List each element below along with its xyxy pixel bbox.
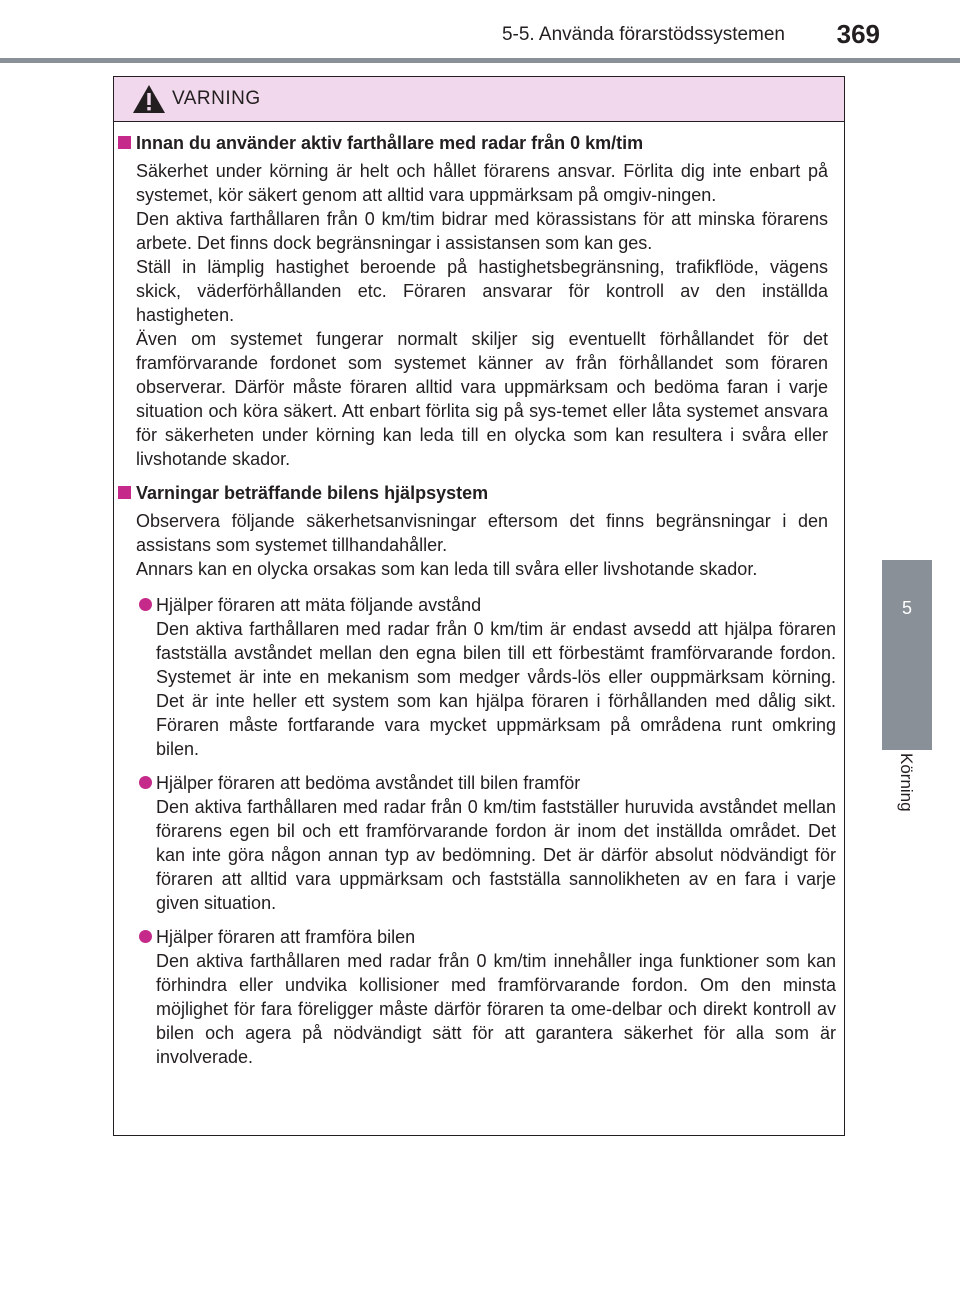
bullet-title: Hjälper föraren att bedöma avståndet till bilen framför	[156, 773, 581, 793]
warning-header	[114, 77, 844, 122]
header-rule	[0, 58, 960, 63]
chapter-side-tab	[882, 560, 932, 812]
bullet-item	[114, 771, 844, 915]
paragraph: Den aktiva farthållaren från 0 km/tim bidrar med körassistans för att minska förarens arbete. Det finns dock begränsningar i assistansen som kan ges.	[136, 209, 828, 253]
warning-section	[114, 481, 844, 1069]
bullet-text: Den aktiva farthållaren med radar från 0 km/tim är endast avsedd att hjälpa föraren fastställa avståndet mellan den egna bilen till ett förbestämt framförvarande fordon. Systemet är inte en mekanism som medger vårds-lös eller ouppmärksam körning. Det är inte heller ett system som kan hjälpa föraren i förhållanden med dålig sikt. Föraren måste fortfarande vara mycket uppmärksam på områdena runt omkring bilen.	[156, 619, 836, 759]
circle-bullet-icon	[139, 930, 152, 943]
chapter-number: 5	[901, 598, 912, 618]
section-heading: Innan du använder aktiv farthållare med radar från 0 km/tim	[114, 131, 844, 155]
warning-section	[114, 131, 844, 471]
paragraph: Ställ in lämplig hastighet beroende på hastighetsbegränsning, trafikflöde, vägens skick, väderförhållanden etc. Föraren ansvarar för kontroll av den inställda hastigheten.	[136, 257, 828, 325]
paragraph: Även om systemet fungerar normalt skiljer sig eventuellt förhållandet för det framförvarande fordonet som systemet känner av från förhållandet som föraren observerar. Därför måste föraren alltid vara uppmärksam och bedöma faran i varje situation och köra säkert. Att enbart förlita sig på sys-temet eller låta systemet ansvara för säkerheten under körning kan leda till en olycka som kan resultera i svåra eller livshotande skador.	[136, 329, 828, 469]
bullet-text: Den aktiva farthållaren med radar från 0 km/tim innehåller inga funktioner som kan förhindra eller undvika kollisioner med framförvarande fordon. Om den minsta möjlighet för fara föreligger måste därför föraren ta ome-delbar och direkt kontroll av bilen och agera på nödvändigt sätt för att garantera säkerhet för alla som är involverade.	[156, 951, 836, 1067]
bullet-title: Hjälper föraren att framföra bilen	[156, 927, 416, 947]
header-title: 5-5. Använda förarstödssystemen	[501, 24, 785, 45]
paragraph: Observera följande säkerhetsanvisningar eftersom det finns begränsningar i den assistans som systemet tillhandahåller.	[136, 511, 828, 555]
bullet-item	[114, 593, 844, 761]
section-heading: Varningar beträffande bilens hjälpsystem	[114, 481, 844, 505]
warning-title: VARNING	[172, 88, 261, 109]
paragraph: Säkerhet under körning är helt och hållet förarens ansvar. Förlita dig inte enbart på systemet, kör säkert genom att alltid vara uppmärksam på omgiv-ningen.	[136, 161, 828, 205]
bullet-item	[114, 925, 844, 1069]
page-number: 369	[836, 19, 880, 49]
circle-bullet-icon	[139, 598, 152, 611]
paragraph: Annars kan en olycka orsakas som kan leda till svåra eller livshotande skador.	[136, 559, 758, 579]
chapter-label: Körning	[897, 753, 916, 812]
warning-box	[113, 76, 845, 1136]
square-bullet-icon	[118, 486, 131, 499]
warning-triangle-icon	[132, 84, 166, 114]
bullet-text: Den aktiva farthållaren med radar från 0 km/tim fastställer huruvida avståndet mellan förarens egen bil och ett framförvarande fordon är inom det inställda området. Det kan inte göra någon annan typ av bedömning. Det är därför absolut nödvändigt för föraren att alltid vara uppmärksam och fastställa sannolikheten av en fara i varje given situation.	[156, 797, 836, 913]
circle-bullet-icon	[139, 776, 152, 789]
bullet-title: Hjälper föraren att mäta följande avstånd	[156, 595, 482, 615]
square-bullet-icon	[118, 136, 131, 149]
